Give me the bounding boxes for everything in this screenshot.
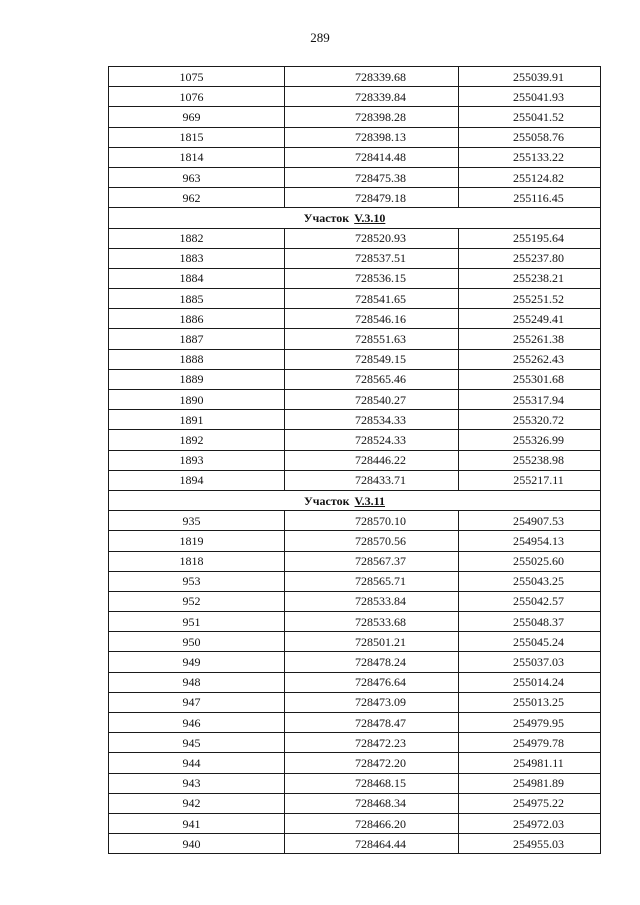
table-row (109, 430, 601, 450)
section-label: Участок (303, 493, 350, 508)
point-number-cell: 1889 (109, 369, 285, 389)
x-coordinate-cell: 728472.23 (285, 733, 459, 753)
x-coordinate-cell: 728414.48 (285, 147, 459, 167)
point-number-cell: 1885 (109, 289, 285, 309)
table-row (109, 289, 601, 309)
point-number-cell: 1892 (109, 430, 285, 450)
point-number-cell: 1893 (109, 450, 285, 470)
table-row (109, 571, 601, 591)
y-coordinate-cell: 255317.94 (459, 390, 601, 410)
point-number-cell: 944 (109, 753, 285, 773)
y-coordinate-cell: 255014.24 (459, 672, 601, 692)
y-coordinate-cell: 255251.52 (459, 289, 601, 309)
point-number-cell: 1888 (109, 349, 285, 369)
x-coordinate-cell: 728540.27 (285, 390, 459, 410)
point-number-cell: 1814 (109, 147, 285, 167)
x-coordinate-cell: 728546.16 (285, 309, 459, 329)
x-coordinate-cell: 728567.37 (285, 551, 459, 571)
section-heading (109, 490, 601, 510)
table-row (109, 390, 601, 410)
point-number-cell: 1882 (109, 228, 285, 248)
y-coordinate-cell: 254975.22 (459, 793, 601, 813)
x-coordinate-cell: 728398.28 (285, 107, 459, 127)
table-row (109, 349, 601, 369)
point-number-cell: 948 (109, 672, 285, 692)
x-coordinate-cell: 728464.44 (285, 834, 459, 854)
point-number-cell: 1894 (109, 470, 285, 490)
point-number-cell: 952 (109, 591, 285, 611)
table-row (109, 531, 601, 551)
table-row (109, 793, 601, 813)
x-coordinate-cell: 728398.13 (285, 127, 459, 147)
point-number-cell: 963 (109, 167, 285, 187)
table-row (109, 67, 601, 87)
point-number-cell: 1887 (109, 329, 285, 349)
x-coordinate-cell: 728524.33 (285, 430, 459, 450)
table-row (109, 268, 601, 288)
point-number-cell: 1891 (109, 410, 285, 430)
y-coordinate-cell: 255326.99 (459, 430, 601, 450)
section-label: Участок (303, 210, 350, 225)
y-coordinate-cell: 255025.60 (459, 551, 601, 571)
y-coordinate-cell: 254979.95 (459, 713, 601, 733)
table-row (109, 813, 601, 833)
x-coordinate-cell: 728534.33 (285, 410, 459, 430)
table-row (109, 107, 601, 127)
table-row (109, 672, 601, 692)
x-coordinate-cell: 728475.38 (285, 167, 459, 187)
point-number-cell: 1818 (109, 551, 285, 571)
point-number-cell: 950 (109, 632, 285, 652)
table-row (109, 188, 601, 208)
y-coordinate-cell: 255249.41 (459, 309, 601, 329)
y-coordinate-cell: 254981.89 (459, 773, 601, 793)
x-coordinate-cell: 728478.47 (285, 713, 459, 733)
x-coordinate-cell: 728551.63 (285, 329, 459, 349)
point-number-cell: 1819 (109, 531, 285, 551)
y-coordinate-cell: 255320.72 (459, 410, 601, 430)
table-row (109, 127, 601, 147)
x-coordinate-cell: 728468.15 (285, 773, 459, 793)
point-number-cell: 1886 (109, 309, 285, 329)
point-number-cell: 946 (109, 713, 285, 733)
y-coordinate-cell: 254907.53 (459, 511, 601, 531)
x-coordinate-cell: 728537.51 (285, 248, 459, 268)
table-row (109, 591, 601, 611)
y-coordinate-cell: 255133.22 (459, 147, 601, 167)
point-number-cell: 943 (109, 773, 285, 793)
table-row (109, 692, 601, 712)
y-coordinate-cell: 254954.13 (459, 531, 601, 551)
table-row (109, 733, 601, 753)
y-coordinate-cell: 255041.93 (459, 87, 601, 107)
y-coordinate-cell: 255048.37 (459, 612, 601, 632)
x-coordinate-cell: 728476.64 (285, 672, 459, 692)
x-coordinate-cell: 728565.46 (285, 369, 459, 389)
section-code: V.3.11 (354, 493, 386, 508)
point-number-cell: 935 (109, 511, 285, 531)
table-row (109, 329, 601, 349)
y-coordinate-cell: 254955.03 (459, 834, 601, 854)
x-coordinate-cell: 728536.15 (285, 268, 459, 288)
point-number-cell: 1890 (109, 390, 285, 410)
y-coordinate-cell: 255301.68 (459, 369, 601, 389)
table-row (109, 511, 601, 531)
table-body (109, 67, 601, 854)
x-coordinate-cell: 728541.65 (285, 289, 459, 309)
x-coordinate-cell: 728466.20 (285, 813, 459, 833)
table-row (109, 753, 601, 773)
table-row (109, 470, 601, 490)
x-coordinate-cell: 728446.22 (285, 450, 459, 470)
point-number-cell: 1884 (109, 268, 285, 288)
x-coordinate-cell: 728501.21 (285, 632, 459, 652)
x-coordinate-cell: 728520.93 (285, 228, 459, 248)
point-number-cell: 941 (109, 813, 285, 833)
x-coordinate-cell: 728472.20 (285, 753, 459, 773)
point-number-cell: 947 (109, 692, 285, 712)
x-coordinate-cell: 728533.84 (285, 591, 459, 611)
table-row (109, 551, 601, 571)
x-coordinate-cell: 728433.71 (285, 470, 459, 490)
point-number-cell: 1883 (109, 248, 285, 268)
section-heading-row (109, 490, 601, 510)
point-number-cell: 945 (109, 733, 285, 753)
x-coordinate-cell: 728473.09 (285, 692, 459, 712)
table-row (109, 147, 601, 167)
y-coordinate-cell: 255124.82 (459, 167, 601, 187)
table-row (109, 228, 601, 248)
y-coordinate-cell: 254981.11 (459, 753, 601, 773)
point-number-cell: 951 (109, 612, 285, 632)
table-row (109, 167, 601, 187)
table-row (109, 773, 601, 793)
y-coordinate-cell: 255237.80 (459, 248, 601, 268)
table-row (109, 309, 601, 329)
table-row (109, 612, 601, 632)
point-number-cell: 949 (109, 652, 285, 672)
y-coordinate-cell: 255058.76 (459, 127, 601, 147)
x-coordinate-cell: 728570.10 (285, 511, 459, 531)
y-coordinate-cell: 255042.57 (459, 591, 601, 611)
table-row (109, 834, 601, 854)
table-row (109, 369, 601, 389)
page-number: 289 (310, 30, 330, 45)
table-row (109, 410, 601, 430)
point-number-cell: 1076 (109, 87, 285, 107)
table-row (109, 632, 601, 652)
x-coordinate-cell: 728339.84 (285, 87, 459, 107)
x-coordinate-cell: 728479.18 (285, 188, 459, 208)
y-coordinate-cell: 255195.64 (459, 228, 601, 248)
x-coordinate-cell: 728478.24 (285, 652, 459, 672)
y-coordinate-cell: 255045.24 (459, 632, 601, 652)
table-row (109, 248, 601, 268)
section-heading (109, 208, 601, 228)
y-coordinate-cell: 255262.43 (459, 349, 601, 369)
point-number-cell: 953 (109, 571, 285, 591)
table-row (109, 87, 601, 107)
y-coordinate-cell: 255039.91 (459, 67, 601, 87)
x-coordinate-cell: 728549.15 (285, 349, 459, 369)
coordinates-table (108, 66, 601, 854)
x-coordinate-cell: 728565.71 (285, 571, 459, 591)
y-coordinate-cell: 255238.98 (459, 450, 601, 470)
point-number-cell: 942 (109, 793, 285, 813)
x-coordinate-cell: 728339.68 (285, 67, 459, 87)
x-coordinate-cell: 728570.56 (285, 531, 459, 551)
point-number-cell: 940 (109, 834, 285, 854)
y-coordinate-cell: 255043.25 (459, 571, 601, 591)
point-number-cell: 1815 (109, 127, 285, 147)
y-coordinate-cell: 255041.52 (459, 107, 601, 127)
x-coordinate-cell: 728533.68 (285, 612, 459, 632)
y-coordinate-cell: 255013.25 (459, 692, 601, 712)
x-coordinate-cell: 728468.34 (285, 793, 459, 813)
point-number-cell: 969 (109, 107, 285, 127)
y-coordinate-cell: 255037.03 (459, 652, 601, 672)
table-row (109, 713, 601, 733)
y-coordinate-cell: 255217.11 (459, 470, 601, 490)
y-coordinate-cell: 254972.03 (459, 813, 601, 833)
section-heading-row (109, 208, 601, 228)
section-code: V.3.10 (354, 210, 386, 225)
y-coordinate-cell: 255261.38 (459, 329, 601, 349)
y-coordinate-cell: 254979.78 (459, 733, 601, 753)
table-row (109, 450, 601, 470)
point-number-cell: 1075 (109, 67, 285, 87)
table-row (109, 652, 601, 672)
y-coordinate-cell: 255238.21 (459, 268, 601, 288)
y-coordinate-cell: 255116.45 (459, 188, 601, 208)
point-number-cell: 962 (109, 188, 285, 208)
